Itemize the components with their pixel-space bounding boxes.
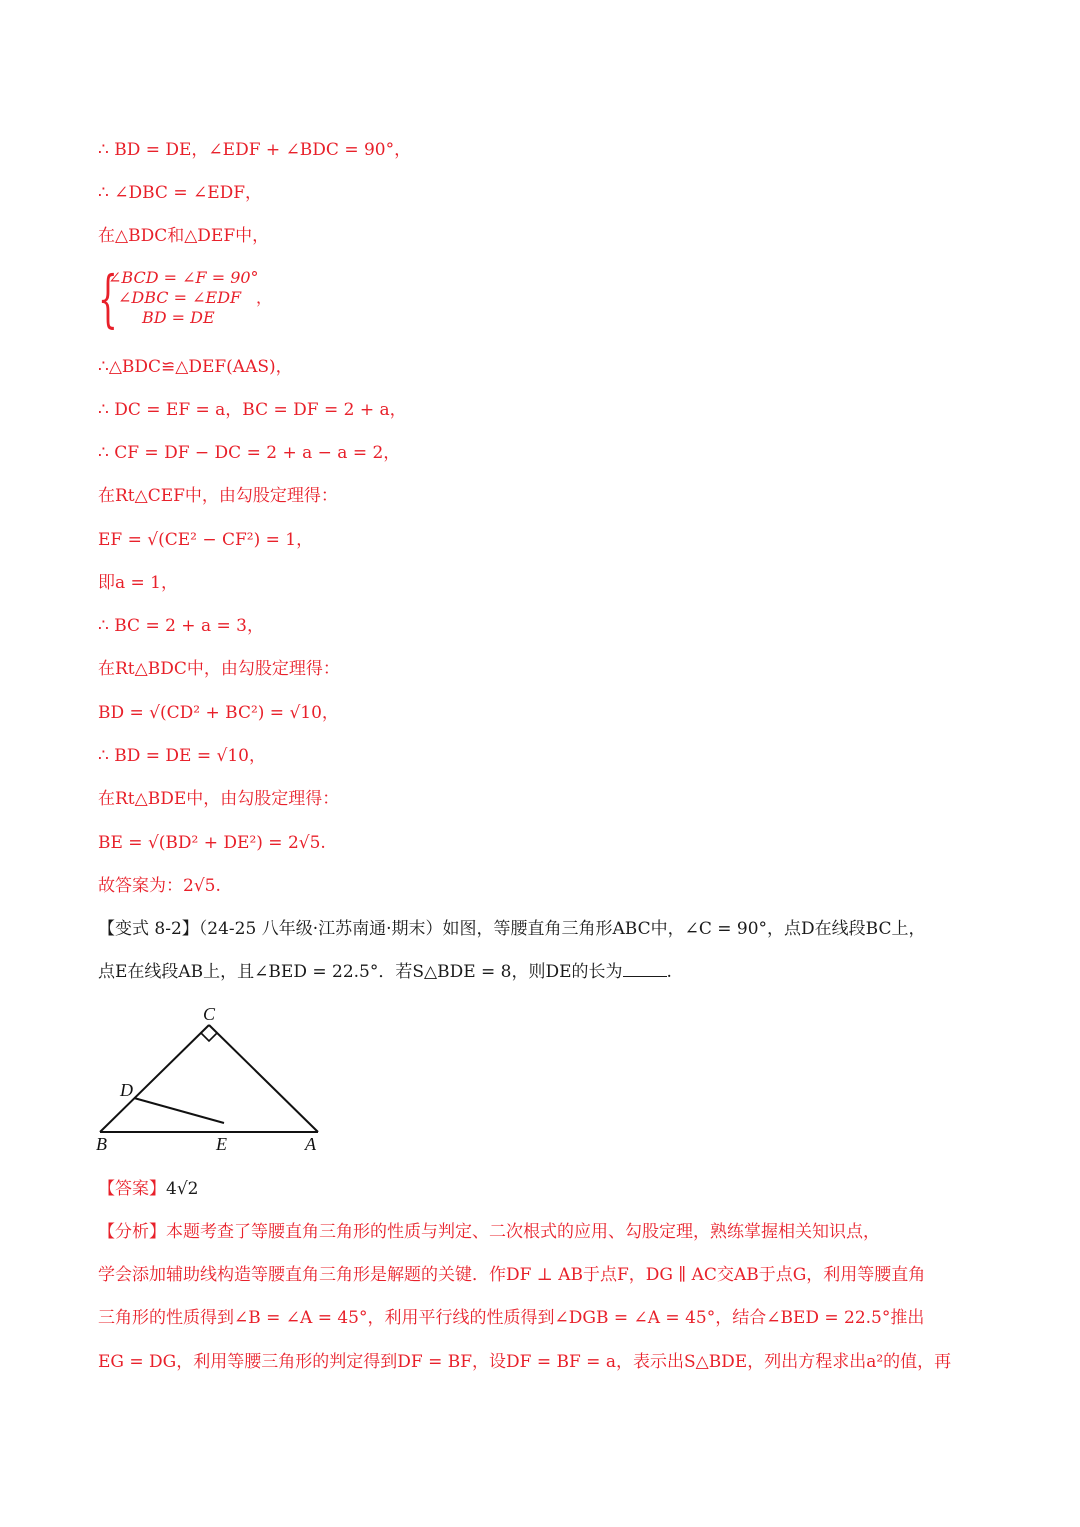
system-row-2: ∠DBC = ∠EDF (118, 288, 242, 307)
step-line-11: 在Rt△BDE中，由勾股定理得： (98, 789, 340, 809)
step-line-8: 在Rt△BDC中，由勾股定理得： (98, 659, 340, 679)
analysis-line-4: EG = DG，利用等腰三角形的判定得到DF = BF，设DF = BF = a，表示出S△BDE，列出方程求出a²的值，再 (98, 1352, 952, 1372)
label-A: A (305, 1134, 316, 1154)
analysis-line-1 (98, 1219, 880, 1245)
triangle-figure (90, 1000, 340, 1160)
answer-value: 4√2 (166, 1179, 199, 1199)
step-line-4: 在Rt△CEF中，由勾股定理得： (98, 486, 338, 506)
answer-label: 【答案】 (98, 1179, 166, 1199)
segment-BC (100, 1025, 209, 1132)
left-brace: { (98, 262, 118, 335)
answer-blank (623, 960, 667, 977)
answer-line (98, 1176, 198, 1202)
label-C: C (203, 1004, 216, 1024)
analysis-line-2: 学会添加辅助线构造等腰直角三角形是解题的关键．作DF ⊥ AB于点F，DG ∥ AC交AB于点G，利用等腰直角 (98, 1265, 926, 1285)
label-B: B (96, 1134, 107, 1154)
solution-line-3: 在△BDC和△DEF中， (98, 226, 270, 246)
step-line-5: EF = √(CE² − CF²) = 1， (98, 530, 314, 550)
equation-system (98, 262, 298, 335)
step-line-6: 即a = 1， (98, 573, 179, 593)
step-line-2: ∴ DC = EF = a，BC = DF = 2 + a， (98, 400, 407, 420)
problem-line-1: 【变式 8-2】（24-25 八年级·江苏南通·期末）如图，等腰直角三角形ABC中，∠C = 90°，点D在线段BC上， (98, 919, 926, 939)
step-line-10: ∴ BD = DE = √10， (98, 746, 266, 766)
label-D: D (120, 1080, 133, 1100)
step-line-7: ∴ BC = 2 + a = 3， (98, 616, 264, 636)
solution-line-1: ∴ BD = DE，∠EDF + ∠BDC = 90°， (98, 140, 412, 160)
right-angle-mark (201, 1033, 217, 1041)
problem-line-2-end: . (666, 962, 672, 982)
segment-CA (209, 1025, 318, 1132)
system-trailing: ， (256, 288, 273, 307)
system-row-3: BD = DE (142, 308, 215, 327)
label-E: E (216, 1134, 227, 1154)
step-line-9: BD = √(CD² + BC²) = √10， (98, 703, 339, 723)
step-line-1: ∴△BDC≌△DEF(AAS)， (98, 357, 293, 377)
problem-line-2 (98, 959, 672, 985)
analysis-text-1: 本题考查了等腰直角三角形的性质与判定、二次根式的应用、勾股定理，熟练掌握相关知识点， (166, 1222, 880, 1242)
solution-line-2: ∴ ∠DBC = ∠EDF， (98, 183, 263, 203)
analysis-label: 【分析】 (98, 1222, 166, 1242)
system-row-1: ∠BCD = ∠F = 90° (108, 268, 259, 287)
step-line-13: 故答案为：2√5. (98, 876, 221, 896)
problem-line-2-text: 点E在线段AB上，且∠BED = 22.5°．若S△BDE = 8，则DE的长为 (98, 962, 623, 982)
step-line-3: ∴ CF = DF − DC = 2 + a − a = 2， (98, 443, 401, 463)
step-line-12: BE = √(BD² + DE²) = 2√5. (98, 833, 326, 853)
segment-DE (134, 1098, 224, 1123)
analysis-line-3: 三角形的性质得到∠B = ∠A = 45°，利用平行线的性质得到∠DGB = ∠A = 45°，结合∠BED = 22.5°推出 (98, 1308, 925, 1328)
